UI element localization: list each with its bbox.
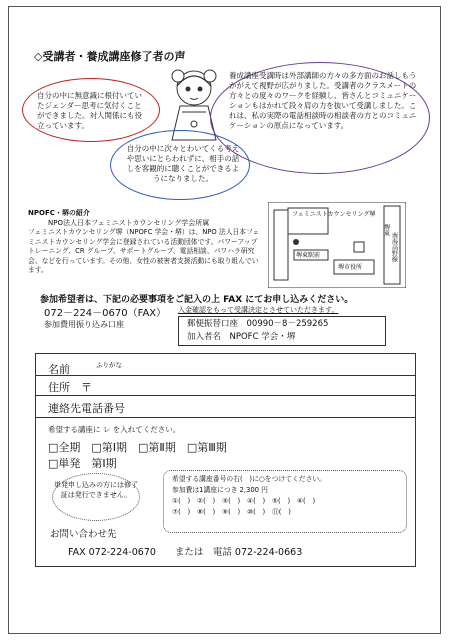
npo-title: NPOFC・堺の紹介 [28, 209, 90, 217]
single-session-note: 単発申し込みの方には修了証は発行できません。 [52, 473, 140, 521]
voices-heading: ◇受講者・養成講座修了者の声 [34, 50, 186, 63]
name-field[interactable] [36, 354, 415, 376]
course-option-row1[interactable]: □全期 □第Ⅰ期 □第Ⅱ期 □第Ⅲ期 [48, 441, 227, 454]
session-number-box[interactable] [163, 470, 407, 533]
map-label-station: 南海高野線 [390, 232, 398, 262]
address-field[interactable] [36, 376, 415, 396]
phone-label: 連絡先電話番号 [48, 402, 125, 415]
phone-field[interactable] [36, 396, 415, 418]
contact-label: お問い合わせ先 [50, 529, 117, 540]
map-label-office: 堺東駅前 [296, 252, 321, 259]
session-box-title: 希望する講座番号の右( )に○をつけてください。 [172, 475, 326, 483]
furigana-label: ふりがな [96, 361, 122, 369]
application-form [35, 353, 416, 567]
course-options[interactable] [48, 440, 227, 472]
map-label-city: 堺市役所 [338, 264, 363, 271]
fee-label: 参加費用振り込み口座 [44, 320, 124, 329]
access-map [268, 202, 406, 288]
course-option-row2[interactable]: □単発 第Ⅰ期 [48, 457, 117, 470]
npo-subtitle: NPO法人日本フェミニストカウンセリング学会所属 [48, 219, 210, 227]
course-select-title: 希望する講座に レ を入れてください。 [48, 425, 181, 434]
map-label-road: 堺東 [382, 224, 390, 236]
postal-account-box [178, 316, 386, 346]
name-label: 名前 [48, 363, 70, 376]
account-holder: 加入者名 NPOFC 学会・堺 [187, 332, 296, 342]
session-fee: 参加費は1講座につき 2,300 円 [172, 486, 268, 494]
session-row2[interactable]: ⑦( ) ⑧( ) ⑨( ) ⑩( ) ⑪( ) [172, 508, 291, 516]
testimonial-red: 自分の中に無意識に根付いていたジェンダー思考に気付くことができました。対人関係にも役立っています。 [22, 78, 160, 142]
postal-account: 郵便振替口座 00990－8－259265 [187, 319, 329, 329]
contact-numbers: FAX 072-224-0670 または 電話 072-224-0663 [68, 547, 303, 558]
fee-note: 入金確認をもって受講決定とさせていただきます。 [178, 306, 339, 314]
address-label: 住所 〒 [48, 381, 92, 394]
fax-number: 072－224－0670（FAX） [44, 308, 167, 319]
session-row1[interactable]: ①( ) ②( ) ③( ) ④( ) ⑤( ) ⑥( ) [172, 497, 316, 505]
npo-description: フェミニストカウンセリング堺（NPOFC 学会・堺）は、NPO 法人日本フェミニストカウンセリング学会に登録されている活動団体です。パワーアップトレーニング、CR グループ、サポートグループ、電話相談、パワハラ研究会、などを行っています。その他、女性の被害者支援活動にも取り組んでいます。 [28, 228, 260, 275]
map-label-center: フェミニストカウンセリング堺 [292, 211, 376, 218]
testimonial-blue: 自分の中に次々とわいてくる考えや思いにとらわれずに、相手の話しを客観的に聴くことができるようになりました。 [110, 130, 250, 200]
testimonial-purple: 養成講座受講時は外部講師の方々の多方面のお話しもうかがえて視野が広がりました。受講者のクラスメートの方々との度々のワークを経験し、皆さんとコミュニケーションもはかれて段々肩の力を抜いて受講しました。これは、私の実際の電話相談時の相談者の方とのコミュニケーションの原点になっています。 [210, 62, 430, 174]
apply-heading: 参加希望者は、下記の必要事項をご記入の上 FAX にてお申し込みください。 [40, 295, 354, 305]
